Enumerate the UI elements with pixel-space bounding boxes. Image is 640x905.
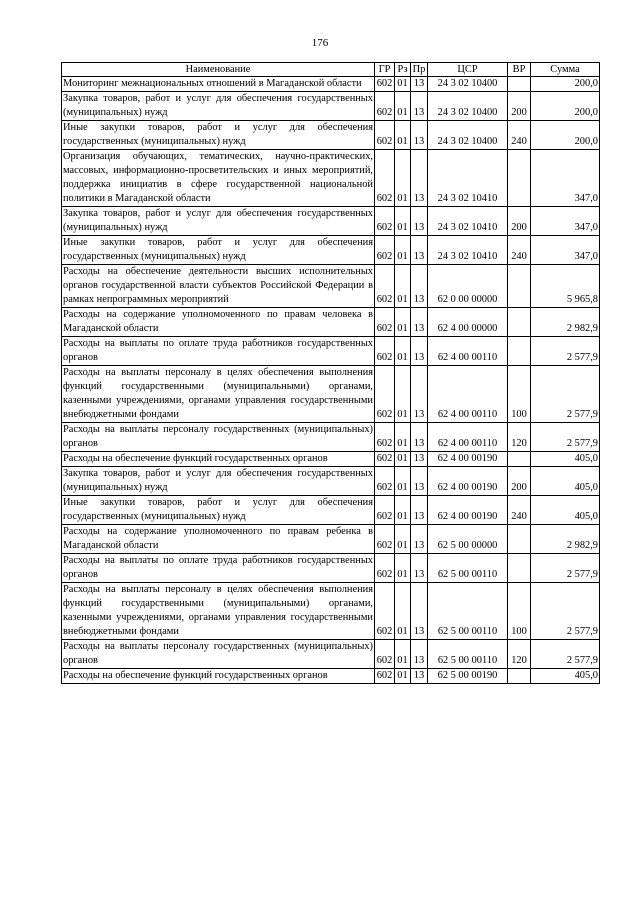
cell-name: Мониторинг межнациональных отношений в Магаданской области [62,77,375,92]
cell-sum: 2 577,9 [531,337,600,366]
table-row [62,308,600,337]
cell-rz: 01 [395,554,411,583]
cell-csr: 24 3 02 10400 [428,77,508,92]
cell-vr [508,77,531,92]
cell-gr: 602 [375,452,395,467]
cell-name: Расходы на выплаты по оплате труда работников государственных органов [62,337,375,366]
cell-name: Расходы на выплаты персоналу в целях обеспечения выполнения функций государственными (муниципальными) органами, казенными учреждениями, органами управления государственными внебюджетными фондами [62,583,375,640]
cell-rz: 01 [395,337,411,366]
cell-pr: 13 [411,150,428,207]
cell-vr: 240 [508,121,531,150]
cell-name: Расходы на выплаты персоналу в целях обеспечения выполнения функций государственными (муниципальными) органами, казенными учреждениями, органами управления государственными внебюджетными фондами [62,366,375,423]
cell-gr: 602 [375,207,395,236]
cell-pr: 13 [411,121,428,150]
cell-pr: 13 [411,77,428,92]
cell-vr [508,308,531,337]
cell-rz: 01 [395,92,411,121]
cell-name: Закупка товаров, работ и услуг для обеспечения государственных (муниципальных) нужд [62,92,375,121]
header-rz: Рз [395,63,411,77]
cell-csr: 62 5 00 00110 [428,583,508,640]
cell-rz: 01 [395,265,411,308]
cell-rz: 01 [395,583,411,640]
cell-csr: 62 4 00 00190 [428,496,508,525]
cell-pr: 13 [411,236,428,265]
cell-sum: 200,0 [531,77,600,92]
cell-sum: 200,0 [531,121,600,150]
cell-gr: 602 [375,308,395,337]
cell-name: Расходы на выплаты по оплате труда работников государственных органов [62,554,375,583]
cell-sum: 347,0 [531,236,600,265]
table-row [62,669,600,684]
cell-vr: 120 [508,423,531,452]
cell-gr: 602 [375,669,395,684]
cell-name: Иные закупки товаров, работ и услуг для обеспечения государственных (муниципальных) нужд [62,121,375,150]
header-sum: Сумма [531,63,600,77]
cell-csr: 62 4 00 00110 [428,366,508,423]
table-row [62,467,600,496]
cell-csr: 24 3 02 10410 [428,207,508,236]
cell-csr: 24 3 02 10400 [428,121,508,150]
cell-vr [508,452,531,467]
cell-rz: 01 [395,77,411,92]
cell-csr: 24 3 02 10410 [428,236,508,265]
cell-csr: 62 4 00 00000 [428,308,508,337]
cell-sum: 2 577,9 [531,366,600,423]
cell-vr: 240 [508,496,531,525]
cell-gr: 602 [375,121,395,150]
cell-name: Расходы на обеспечение деятельности высших исполнительных органов государственной власти субъектов Российской Федерации в рамках непрограммных мероприятий [62,265,375,308]
cell-csr: 24 3 02 10400 [428,92,508,121]
cell-pr: 13 [411,92,428,121]
cell-csr: 62 4 00 00190 [428,452,508,467]
cell-sum: 2 982,9 [531,525,600,554]
cell-sum: 2 982,9 [531,308,600,337]
cell-vr: 200 [508,207,531,236]
cell-pr: 13 [411,583,428,640]
cell-vr: 200 [508,92,531,121]
cell-pr: 13 [411,452,428,467]
cell-gr: 602 [375,92,395,121]
cell-csr: 62 5 00 00000 [428,525,508,554]
cell-gr: 602 [375,77,395,92]
cell-csr: 62 4 00 00110 [428,337,508,366]
table-row [62,265,600,308]
cell-name: Расходы на содержание уполномоченного по правам человека в Магаданской области [62,308,375,337]
cell-sum: 2 577,9 [531,423,600,452]
cell-sum: 405,0 [531,669,600,684]
cell-name: Закупка товаров, работ и услуг для обеспечения государственных (муниципальных) нужд [62,207,375,236]
cell-rz: 01 [395,308,411,337]
header-csr: ЦСР [428,63,508,77]
cell-rz: 01 [395,423,411,452]
cell-csr: 62 5 00 00110 [428,640,508,669]
table-row [62,236,600,265]
cell-sum: 200,0 [531,92,600,121]
cell-rz: 01 [395,669,411,684]
header-pr: Пр [411,63,428,77]
cell-pr: 13 [411,640,428,669]
cell-gr: 602 [375,554,395,583]
table-row [62,337,600,366]
table-row [62,150,600,207]
table-row [62,640,600,669]
cell-vr: 100 [508,366,531,423]
cell-gr: 602 [375,496,395,525]
cell-name: Иные закупки товаров, работ и услуг для обеспечения государственных (муниципальных) нужд [62,236,375,265]
cell-pr: 13 [411,525,428,554]
cell-vr: 240 [508,236,531,265]
cell-rz: 01 [395,640,411,669]
cell-sum: 2 577,9 [531,554,600,583]
cell-sum: 405,0 [531,452,600,467]
cell-rz: 01 [395,366,411,423]
table-row [62,583,600,640]
cell-sum: 2 577,9 [531,640,600,669]
table-row [62,525,600,554]
cell-gr: 602 [375,525,395,554]
cell-vr [508,337,531,366]
cell-sum: 347,0 [531,150,600,207]
table-row [62,77,600,92]
header-vr: ВР [508,63,531,77]
header-gr: ГР [375,63,395,77]
cell-rz: 01 [395,207,411,236]
table-row [62,366,600,423]
cell-name: Организация обучающих, тематических, научно-практических, массовых, информационно-просветительских и иных мероприятий, поддержка инициатив в сфере государственной национальной политики в Магаданской области [62,150,375,207]
cell-vr: 100 [508,583,531,640]
cell-gr: 602 [375,337,395,366]
cell-gr: 602 [375,236,395,265]
cell-rz: 01 [395,236,411,265]
cell-gr: 602 [375,366,395,423]
cell-name: Расходы на содержание уполномоченного по правам ребенка в Магаданской области [62,525,375,554]
cell-pr: 13 [411,467,428,496]
cell-csr: 62 0 00 00000 [428,265,508,308]
cell-rz: 01 [395,150,411,207]
page-number: 176 [311,37,329,49]
cell-name: Расходы на выплаты персоналу государственных (муниципальных) органов [62,640,375,669]
table-row [62,452,600,467]
cell-vr [508,669,531,684]
cell-sum: 2 577,9 [531,583,600,640]
cell-csr: 62 5 00 00110 [428,554,508,583]
cell-vr [508,525,531,554]
cell-gr: 602 [375,423,395,452]
cell-pr: 13 [411,337,428,366]
cell-gr: 602 [375,583,395,640]
cell-csr: 62 4 00 00190 [428,467,508,496]
cell-vr: 120 [508,640,531,669]
cell-name: Расходы на обеспечение функций государственных органов [62,669,375,684]
cell-gr: 602 [375,150,395,207]
cell-sum: 405,0 [531,496,600,525]
cell-name: Расходы на выплаты персоналу государственных (муниципальных) органов [62,423,375,452]
cell-sum: 5 965,8 [531,265,600,308]
cell-sum: 347,0 [531,207,600,236]
cell-pr: 13 [411,554,428,583]
table-row [62,92,600,121]
cell-name: Иные закупки товаров, работ и услуг для обеспечения государственных (муниципальных) нужд [62,496,375,525]
cell-vr: 200 [508,467,531,496]
cell-rz: 01 [395,121,411,150]
cell-name: Расходы на обеспечение функций государственных органов [62,452,375,467]
cell-vr [508,554,531,583]
cell-csr: 62 4 00 00110 [428,423,508,452]
table-row [62,121,600,150]
budget-table [61,62,600,684]
cell-pr: 13 [411,496,428,525]
header-name: Наименование [62,63,375,77]
table-row [62,423,600,452]
table-header-row [62,63,600,77]
cell-pr: 13 [411,423,428,452]
cell-gr: 602 [375,467,395,496]
cell-pr: 13 [411,207,428,236]
cell-rz: 01 [395,496,411,525]
cell-gr: 602 [375,640,395,669]
cell-csr: 24 3 02 10410 [428,150,508,207]
cell-pr: 13 [411,669,428,684]
table-row [62,207,600,236]
cell-vr [508,150,531,207]
table-row [62,496,600,525]
cell-csr: 62 5 00 00190 [428,669,508,684]
cell-pr: 13 [411,265,428,308]
cell-sum: 405,0 [531,467,600,496]
cell-rz: 01 [395,452,411,467]
cell-vr [508,265,531,308]
cell-rz: 01 [395,525,411,554]
cell-rz: 01 [395,467,411,496]
cell-pr: 13 [411,308,428,337]
cell-gr: 602 [375,265,395,308]
table-row [62,554,600,583]
cell-pr: 13 [411,366,428,423]
cell-name: Закупка товаров, работ и услуг для обеспечения государственных (муниципальных) нужд [62,467,375,496]
